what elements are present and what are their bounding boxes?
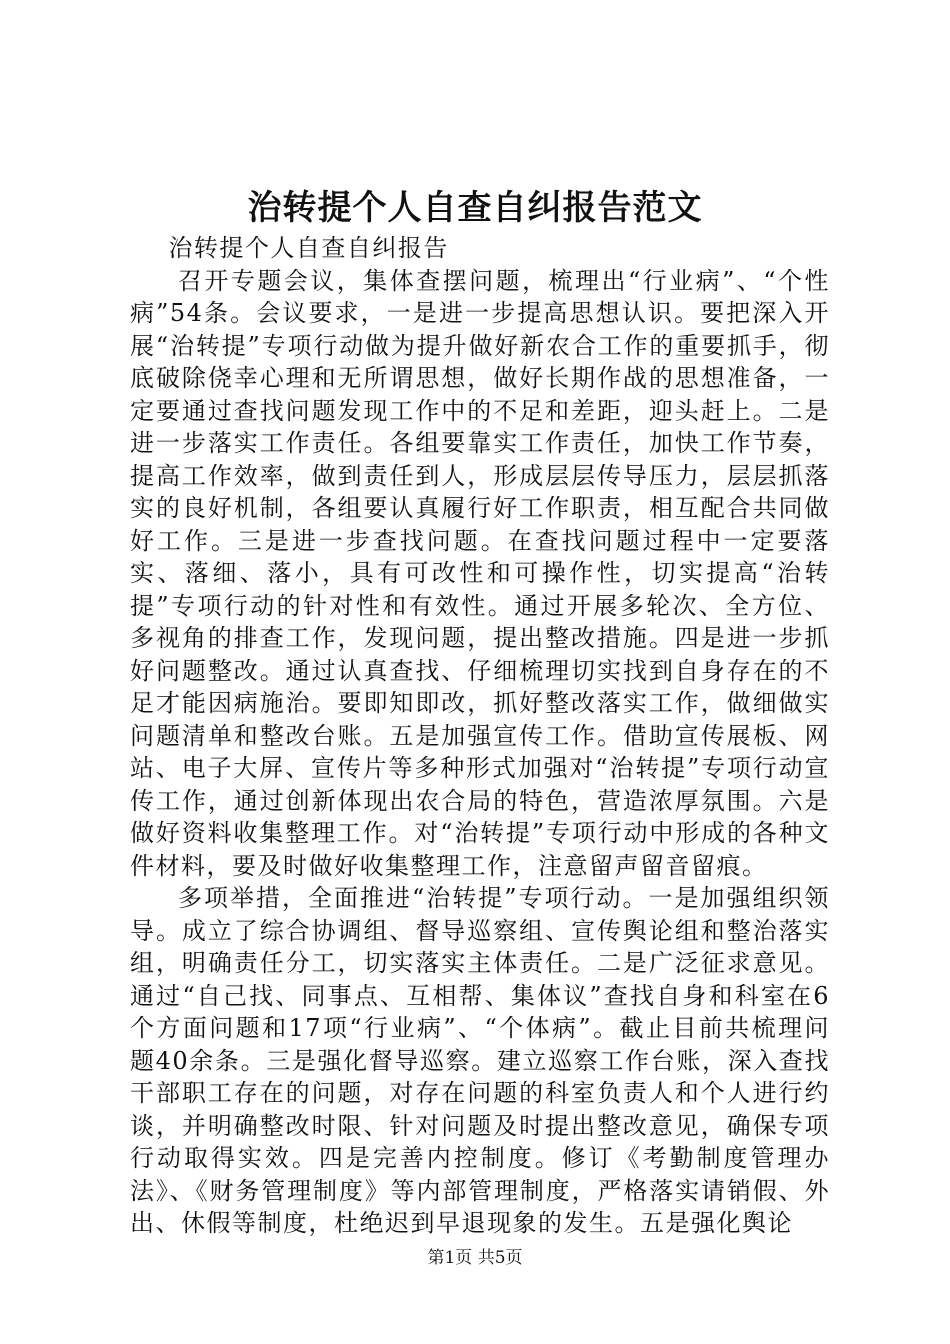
document-title: 治转提个人自查自纠报告范文 [247,188,703,228]
page-footer: 第1页 共5页 [427,1248,523,1268]
document-body [130,232,830,1240]
body-paragraph: 召开专题会议，集体查摆问题，梳理出“行业病”、“个性病”54条。会议要求，一是进一步提高思想认识。要把深入开展“治转提”专项行动做为提升做好新农合工作的重要抓手，彻底破除侥幸心理和无所谓思想，做好长期作战的思想准备，一定要通过查找问题发现工作中的不足和差距，迎头赶上。二是进一步落实工作责任。各组要靠实工作责任，加快工作节奏，提高工作效率，做到责任到人，形成层层传导压力，层层抓落实的良好机制，各组要认真履行好工作职责，相互配合共同做好工作。三是进一步查找问题。在查找问题过程中一定要落实、落细、落小，具有可改性和可操作性，切实提高“治转提”专项行动的针对性和有效性。通过开展多轮次、全方位、多视角的排查工作，发现问题，提出整改措施。四是进一步抓好问题整改。通过认真查找、仔细梳理切实找到自身存在的不足才能因病施治。要即知即改，抓好整改落实工作，做细做实问题清单和整改台账。五是加强宣传工作。借助宣传展板、网站、电子大屏、宣传片等多种形式加强对“治转提”专项行动宣传工作，通过创新体现出农合局的特色，营造浓厚氛围。六是做好资料收集整理工作。对“治转提”专项行动中形成的各种文件材料，要及时做好收集整理工作，注意留声留音留痕。 [130,266,830,880]
document-subtitle: 治转提个人自查自纠报告 [168,234,449,262]
body-paragraph: 多项举措，全面推进“治转提”专项行动。一是加强组织领导。成立了综合协调组、督导巡察组、宣传舆论组和整治落实组，明确责任分工，切实落实主体责任。二是广泛征求意见。通过“自己找、同事点、互相帮、集体议”查找自身和科室在6个方面问题和17项“行业病”、“个体病”。截止目前共梳理问题40余条。三是强化督导巡察。建立巡察工作台账，深入查找干部职工存在的问题，对存在问题的科室负责人和个人进行约谈，并明确整改时限、针对问题及时提出整改意见，确保专项行动取得实效。四是完善内控制度。修订《考勤制度管理办法》、《财务管理制度》等内部管理制度，严格落实请销假、外出、休假等制度，杜绝迟到早退现象的发生。五是强化舆论 [130,884,830,1237]
